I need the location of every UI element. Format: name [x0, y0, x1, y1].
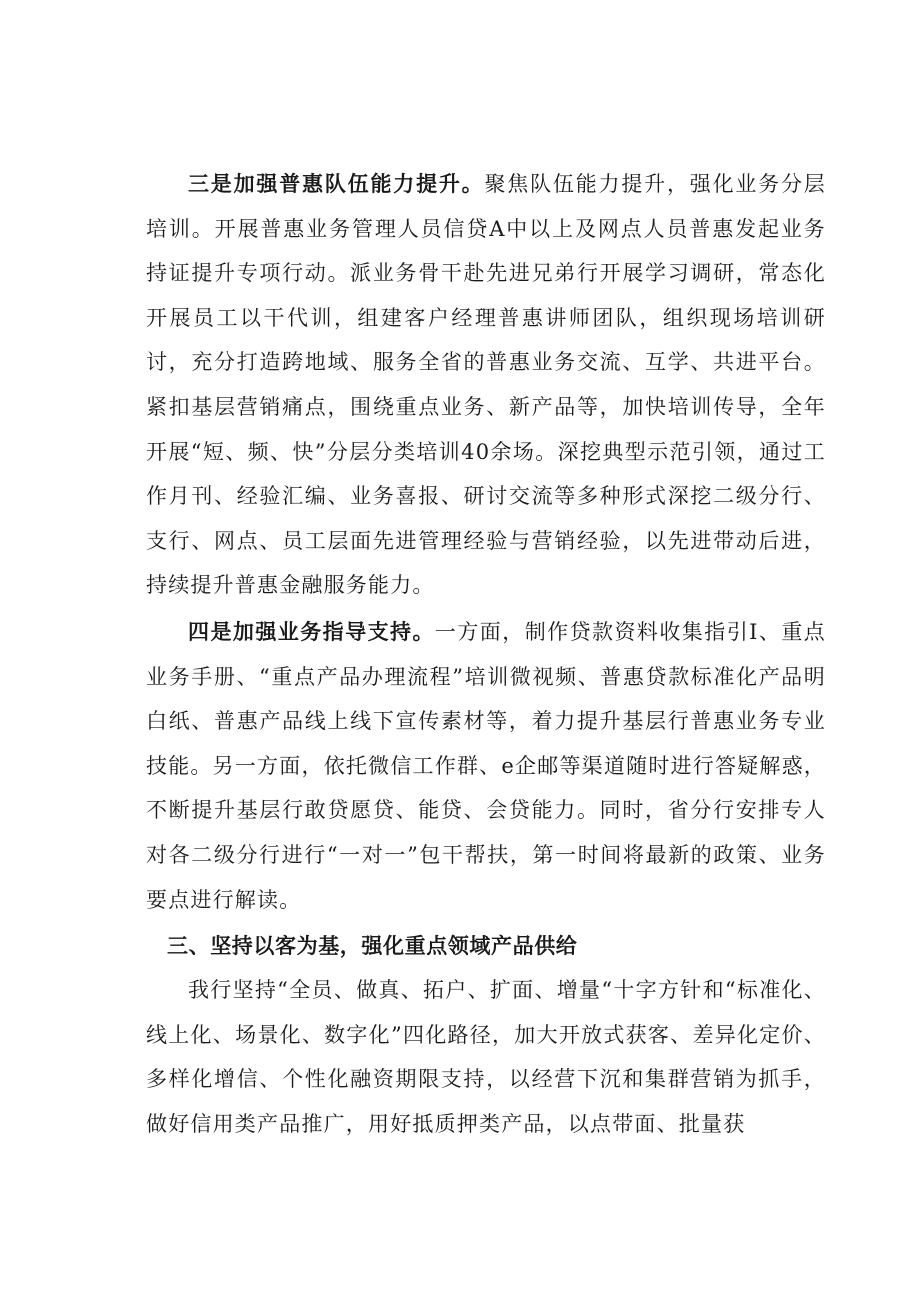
paragraph-product-supply	[146, 968, 826, 1146]
paragraph-body: 聚焦队伍能力提升，强化业务分层培训。开展普惠业务管理人员信贷A中以上及网点人员普惠发起业务持证提升专项行动。派业务骨干赴先进兄弟行开展学习调研，常态化开展员工以干代训，组建客户经理普惠讲师团队，组织现场培训研讨，充分打造跨地域、服务全省的普惠业务交流、互学、共进平台。紧扣基层营销痛点，围绕重点业务、新产品等，加快培训传导，全年开展“短、频、快”分层分类培训40余场。深挖典型示范引领，通过工作月刊、经验汇编、业务喜报、研讨交流等多种形式深挖二级分行、支行、网点、员工层面先进管理经验与营销经验，以先进带动后进，持续提升普惠金融服务能力。	[146, 172, 826, 598]
paragraph-team-capability	[146, 162, 826, 608]
document-body	[146, 162, 826, 1146]
paragraph-body: 一方面，制作贷款资料收集指引Ⅰ、重点业务手册、“重点产品办理流程”培训微视频、普惠贷款标准化产品明白纸、普惠产品线上线下宣传素材等，着力提升基层行普惠业务专业技能。另一方面，依托微信工作群、e企邮等渠道随时进行答疑解惑，不断提升基层行敢贷愿贷、能贷、会贷能力。同时，省分行安排专人对各二级分行进行“一对一”包干帮扶，第一时间将最新的政策、业务要点进行解读。	[146, 619, 826, 912]
section-heading: 三、坚持以客为基，强化重点领域产品供给	[167, 934, 578, 959]
paragraph-lead: 三是加强普惠队伍能力提升。	[188, 171, 485, 196]
paragraph-business-guidance	[146, 610, 826, 922]
paragraph-lead: 四是加强业务指导支持。	[188, 618, 435, 644]
paragraph-body: 我行坚持“全员、做真、拓户、扩面、增量“十字方针和“标准化、线上化、场景化、数字化”四化路径，加大开放式获客、差异化定价、多样化增信、个性化融资期限支持，以经营下沉和集群营销为抓手，做好信用类产品推广，用好抵质押类产品，以点带面、批量获	[146, 978, 826, 1136]
